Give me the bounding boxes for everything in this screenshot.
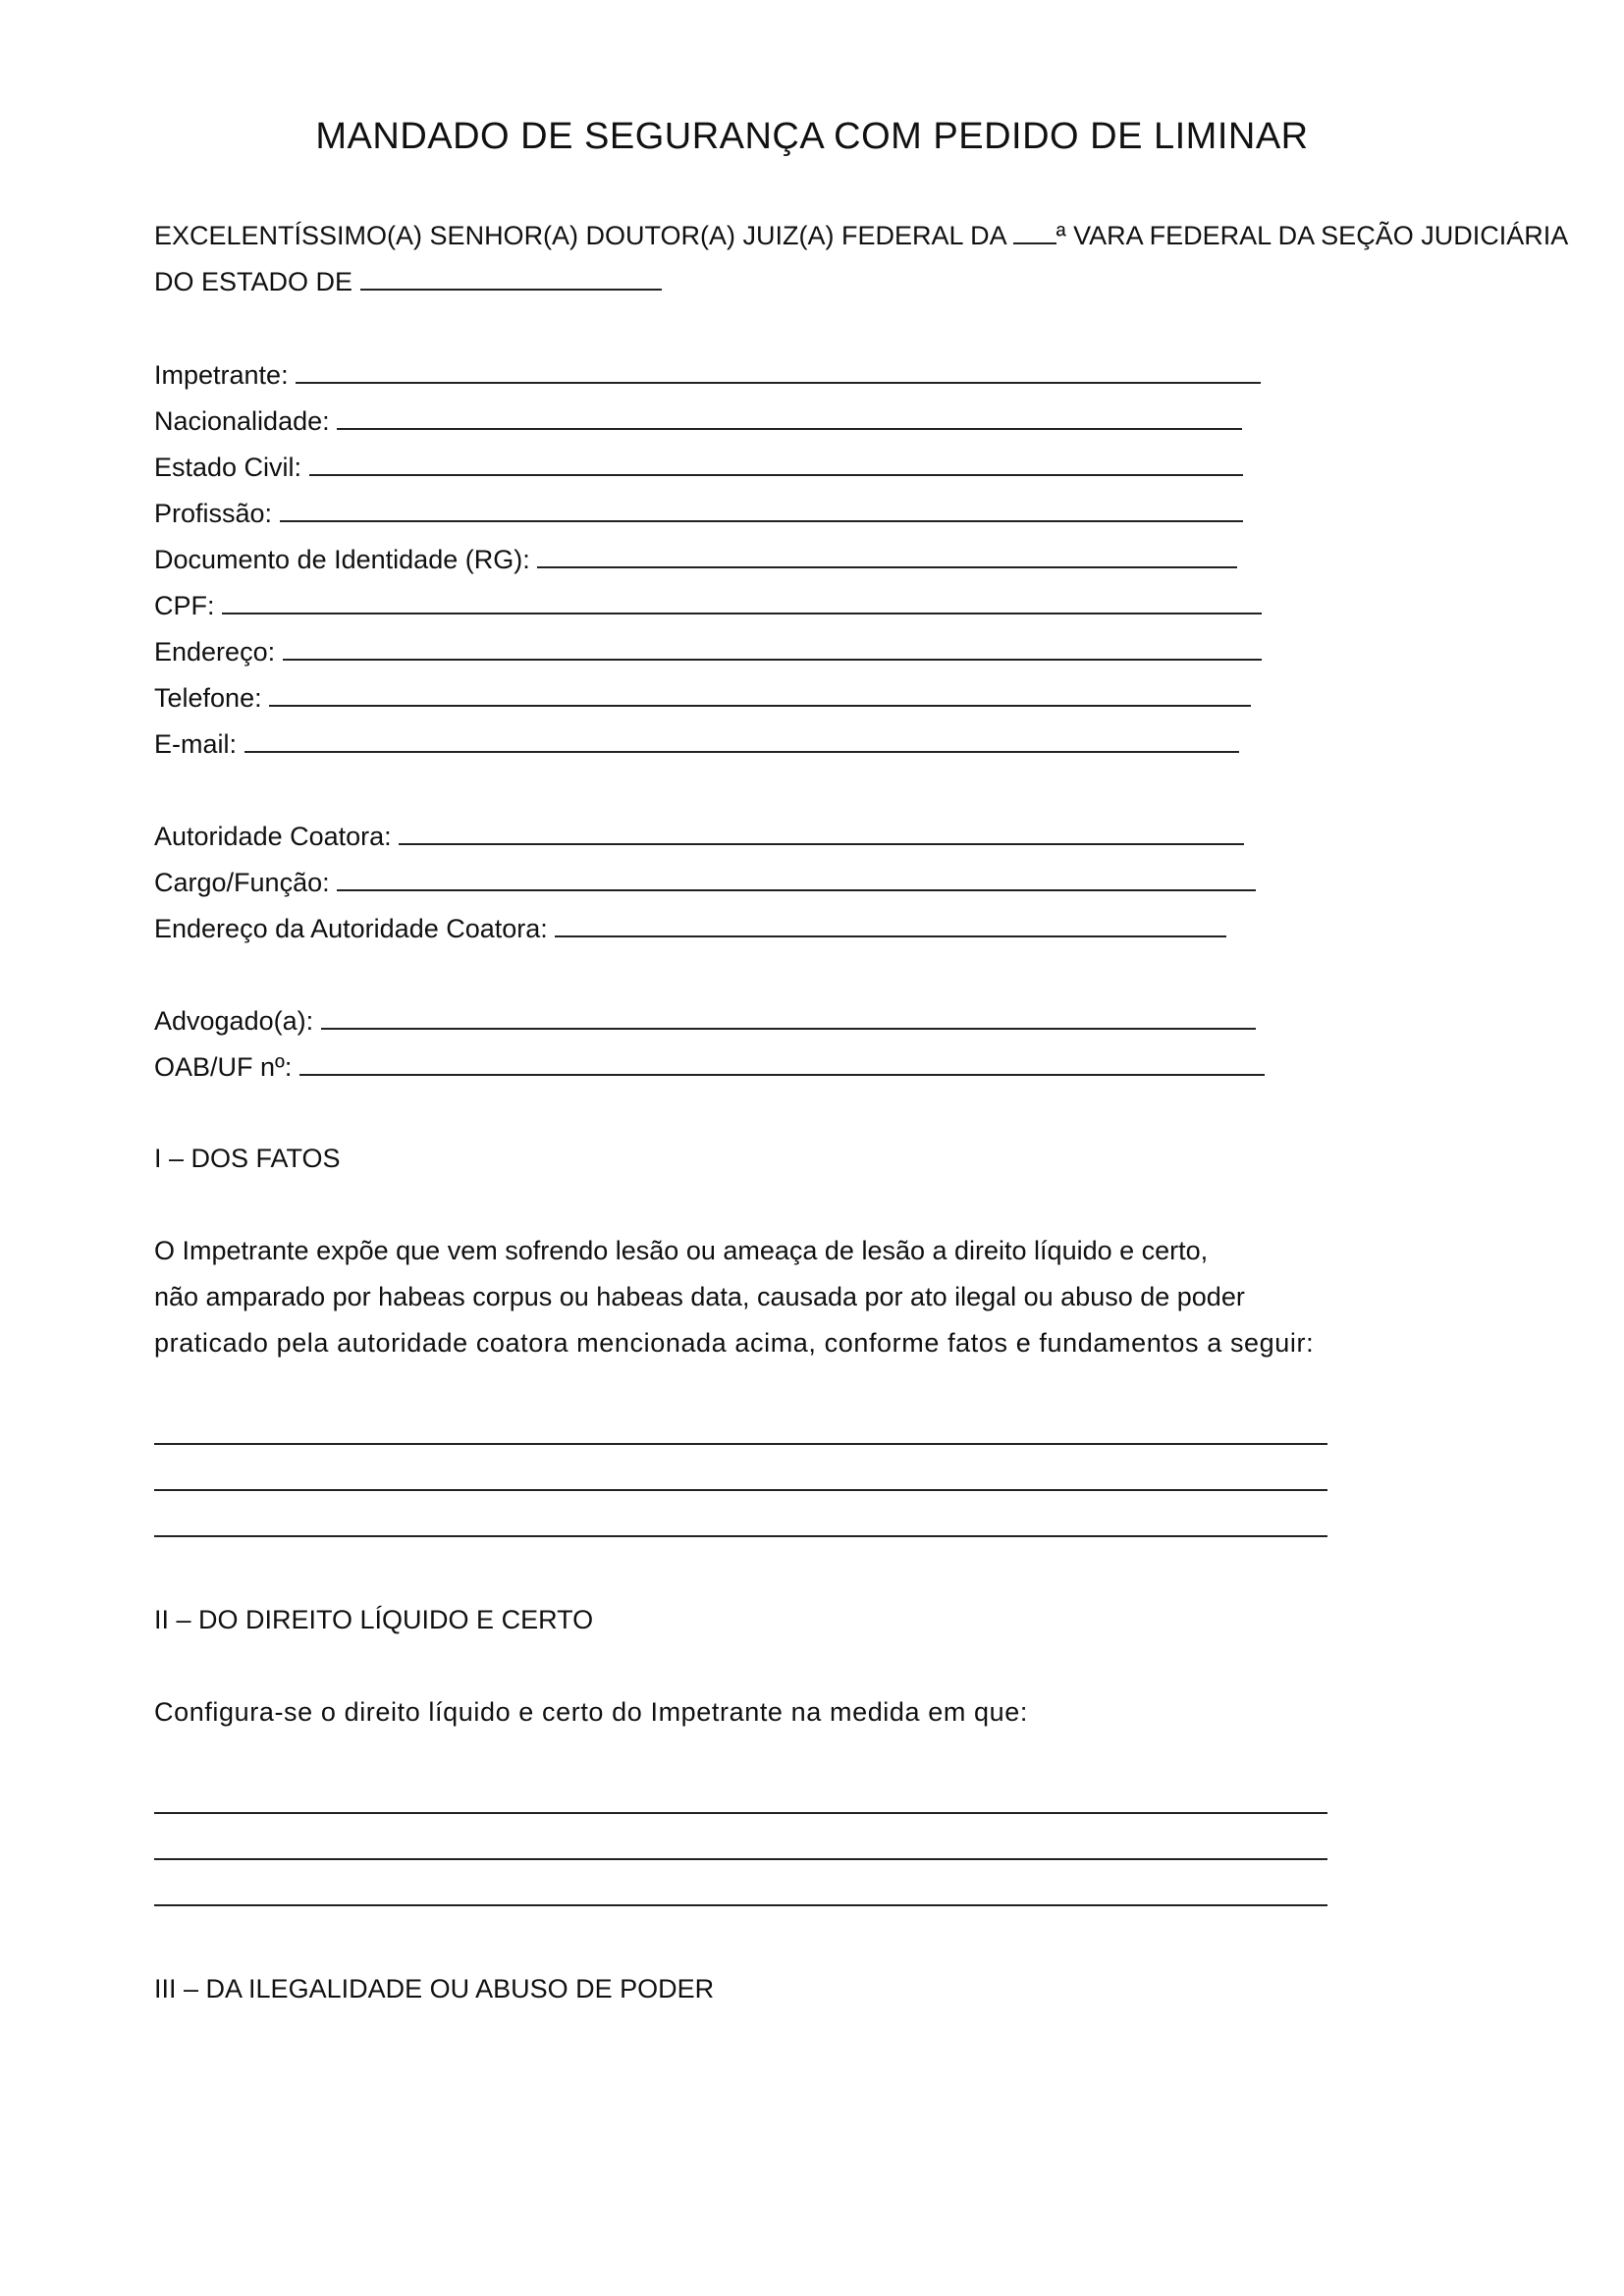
estado-civil-input[interactable] <box>309 451 1243 476</box>
impetrante-input[interactable] <box>296 358 1261 384</box>
field-label: CPF: <box>154 591 223 620</box>
cargo-funcao-input[interactable] <box>337 866 1256 891</box>
writing-line[interactable] <box>154 1858 1327 1860</box>
form-field-estado-civil <box>154 451 1243 483</box>
form-field-rg <box>154 543 1237 575</box>
endereco-input[interactable] <box>283 635 1262 661</box>
cpf-input[interactable] <box>222 589 1262 614</box>
form-field-autoridade-coatora <box>154 820 1244 852</box>
writing-line[interactable] <box>154 1489 1327 1491</box>
telefone-input[interactable] <box>269 681 1251 707</box>
field-label: Autoridade Coatora: <box>154 822 400 851</box>
form-field-profissao <box>154 497 1243 529</box>
form-field-oab <box>154 1050 1265 1083</box>
form-field-endereco <box>154 635 1262 667</box>
vara-number-field[interactable] <box>1013 219 1056 244</box>
address-line-1 <box>154 219 1568 251</box>
field-label: Telefone: <box>154 683 270 713</box>
advogado-input[interactable] <box>321 1004 1256 1030</box>
address-line-1-suffix: ª VARA FEDERAL DA SEÇÃO JUDICIÁRIA <box>1056 221 1569 250</box>
field-label: Estado Civil: <box>154 453 309 482</box>
form-field-advogado <box>154 1004 1256 1037</box>
section-1-paragraph-line: não amparado por habeas corpus ou habeas data, causada por ato ilegal ou abuso de poder <box>154 1282 1245 1311</box>
writing-line[interactable] <box>154 1812 1327 1814</box>
writing-line[interactable] <box>154 1904 1327 1906</box>
field-label: E-mail: <box>154 729 244 759</box>
section-1-heading: I – DOS FATOS <box>154 1144 341 1173</box>
nacionalidade-input[interactable] <box>337 404 1242 430</box>
writing-line[interactable] <box>154 1535 1327 1537</box>
rg-input[interactable] <box>537 543 1237 568</box>
field-label: Cargo/Função: <box>154 868 338 897</box>
field-label: OAB/UF nº: <box>154 1052 299 1082</box>
profissao-input[interactable] <box>280 497 1243 522</box>
writing-line[interactable] <box>154 1443 1327 1445</box>
field-label: Endereço da Autoridade Coatora: <box>154 914 556 943</box>
form-field-nacionalidade <box>154 404 1242 437</box>
email-input[interactable] <box>244 727 1239 753</box>
field-label: Nacionalidade: <box>154 406 338 436</box>
field-label: Documento de Identidade (RG): <box>154 545 538 574</box>
form-field-cargo-funcao <box>154 866 1256 898</box>
form-field-impetrante <box>154 358 1261 391</box>
field-label: Profissão: <box>154 499 280 528</box>
form-field-endereco-autoridade <box>154 912 1226 944</box>
address-line-2-prefix: DO ESTADO DE <box>154 267 360 296</box>
section-2-heading: II – DO DIREITO LÍQUIDO E CERTO <box>154 1605 594 1634</box>
estado-field[interactable] <box>360 265 662 291</box>
field-label: Endereço: <box>154 637 283 667</box>
form-field-telefone <box>154 681 1251 714</box>
address-line-1-prefix: EXCELENTÍSSIMO(A) SENHOR(A) DOUTOR(A) JUIZ(A) FEDERAL DA <box>154 221 1013 250</box>
form-field-email <box>154 727 1239 760</box>
section-3-heading: III – DA ILEGALIDADE OU ABUSO DE PODER <box>154 1974 715 2003</box>
endereco-autoridade-input[interactable] <box>555 912 1226 937</box>
section-1-paragraph-line: O Impetrante expõe que vem sofrendo lesão ou ameaça de lesão a direito líquido e certo, <box>154 1236 1209 1265</box>
address-line-2 <box>154 265 662 297</box>
section-2-paragraph: Configura-se o direito líquido e certo do Impetrante na medida em que: <box>154 1697 1028 1727</box>
autoridade-coatora-input[interactable] <box>399 820 1244 845</box>
oab-input[interactable] <box>299 1050 1265 1076</box>
field-label: Advogado(a): <box>154 1006 321 1036</box>
field-label: Impetrante: <box>154 360 297 390</box>
form-field-cpf <box>154 589 1262 621</box>
document-title: MANDADO DE SEGURANÇA COM PEDIDO DE LIMINAR <box>315 116 1309 157</box>
section-1-paragraph-line: praticado pela autoridade coatora mencionada acima, conforme fatos e fundamentos a seguir: <box>154 1328 1315 1358</box>
